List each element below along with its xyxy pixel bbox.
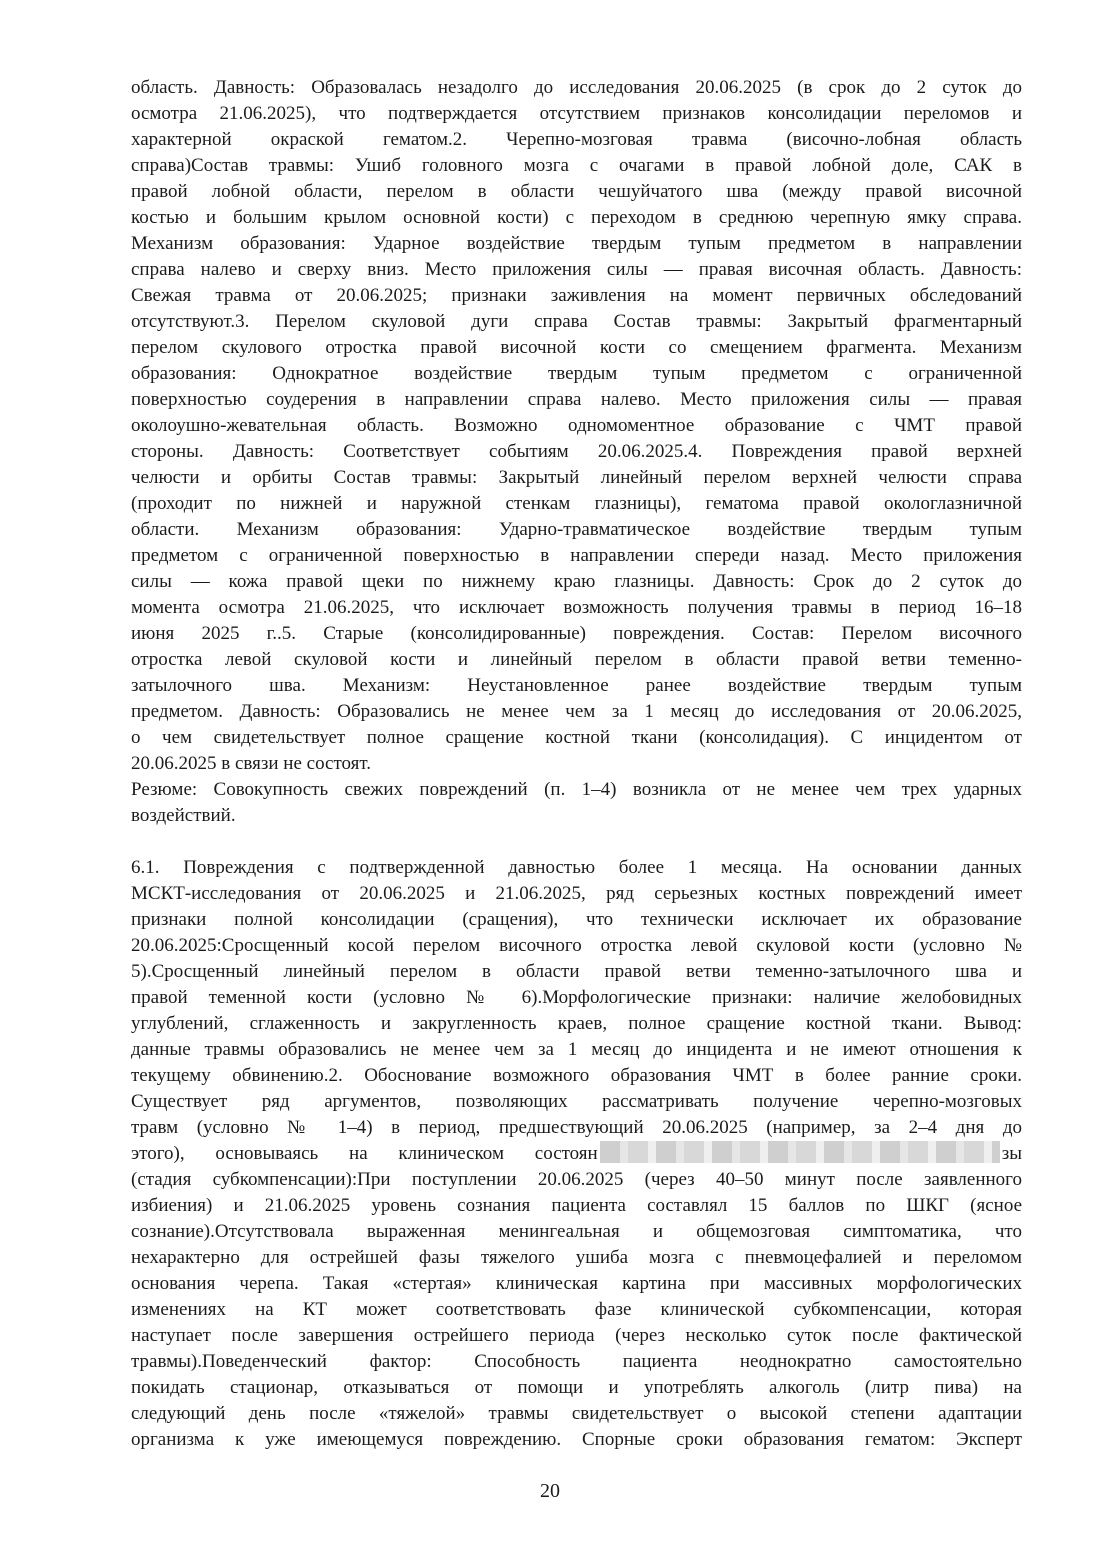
text-line: текущему обвинению.2. Обоснование возможного образования ЧМТ в более ранние сроки. <box>131 1065 1022 1086</box>
text-line: травм (условно № 1–4) в период, предшествующий 20.06.2025 (например, за 2–4 дня до <box>131 1117 1022 1138</box>
text-line: Существует ряд аргументов, позволяющих рассматривать получение черепно-мозговых <box>131 1091 1022 1112</box>
paragraph-2-part-2 <box>131 1167 1022 1453</box>
text-line: Резюме: Совокупность свежих повреждений (п. 1–4) возникла от не менее чем трех ударных <box>131 779 1022 800</box>
text-line: воздействий. <box>131 805 236 826</box>
paragraph-2 <box>131 855 1022 1453</box>
document-body <box>131 75 1022 1453</box>
text-line: околоушно-жевательная область. Возможно одномоментное образование с ЧМТ правой <box>131 415 1022 436</box>
text-line: основания черепа. Такая «стертая» клиническая картина при массивных морфологических <box>131 1273 1022 1294</box>
text-line: признаки полной консолидации (сращения), что технически исключает их образование <box>131 909 1022 930</box>
text-line: следующий день после «тяжелой» травмы свидетельствует о высокой степени адаптации <box>131 1403 1022 1424</box>
text-line: момента осмотра 21.06.2025, что исключает возможность получения травмы в период 16–18 <box>131 597 1022 618</box>
summary-paragraph <box>131 777 1022 829</box>
text-line: справа налево и сверху вниз. Место приложения силы — правая височная область. Давность: <box>131 259 1022 280</box>
redacted-line-end: зы <box>1001 1143 1022 1164</box>
text-line: данные травмы образовались не менее чем за 1 месяц до инцидента и не имеют отношения к <box>131 1039 1022 1060</box>
text-line: 20.06.2025:Сросщенный косой перелом височного отростка левой скуловой кости (условно № <box>131 935 1022 956</box>
paragraph-2-part-1 <box>131 855 1022 1141</box>
text-line: поверхностью соудерения в направлении справа налево. Место приложения силы — правая <box>131 389 1022 410</box>
text-line: Свежая травма от 20.06.2025; признаки заживления на момент первичных обследований <box>131 285 1022 306</box>
text-line: характерной окраской гематом.2. Черепно-мозговая травма (височно-лобная область <box>131 129 1022 150</box>
text-line: Механизм образования: Ударное воздействие твердым тупым предметом в направлении <box>131 233 1022 254</box>
text-line: покидать стационар, отказываться от помощи и употреблять алкоголь (литр пива) на <box>131 1377 1022 1398</box>
text-line: углублений, сглаженность и закругленность краев, полное сращение костной ткани. Вывод: <box>131 1013 1022 1034</box>
text-line: травмы).Поведенческий фактор: Способность пациента неоднократно самостоятельно <box>131 1351 1022 1372</box>
text-line-redacted <box>131 1141 1022 1167</box>
text-line: предметом. Давность: Образовались не менее чем за 1 месяц до исследования от 20.06.2025, <box>131 701 1022 722</box>
text-line: предметом с ограниченной поверхностью в направлении спереди назад. Место приложения <box>131 545 1022 566</box>
text-line: костью и большим крылом основной кости) с переходом в среднюю черепную ямку справа. <box>131 207 1022 228</box>
text-line: организма к уже имеющемуся повреждению. Спорные сроки образования гематом: Эксперт <box>131 1429 1022 1450</box>
text-line: июня 2025 г..5. Старые (консолидированные) повреждения. Состав: Перелом височного <box>131 623 1022 644</box>
text-line: силы — кожа правой щеки по нижнему краю глазницы. Давность: Срок до 2 суток до <box>131 571 1022 592</box>
text-line: перелом скулового отростка правой височной кости со смещением фрагмента. Механизм <box>131 337 1022 358</box>
paragraph-gap <box>131 829 1022 855</box>
text-line: справа)Состав травмы: Ушиб головного мозга с очагами в правой лобной доле, САК в <box>131 155 1022 176</box>
text-line: (проходит по нижней и наружной стенкам глазницы), гематома правой окологлазничной <box>131 493 1022 514</box>
text-line: 6.1. Повреждения с подтвержденной давностью более 1 месяца. На основании данных <box>131 857 1022 878</box>
text-line: (стадия субкомпенсации):При поступлении 20.06.2025 (через 40–50 минут после заявленного <box>131 1169 1022 1190</box>
text-line: стороны. Давность: Соответствует событиям 20.06.2025.4. Повреждения правой верхней <box>131 441 1022 462</box>
text-line: сознание).Отсутствовала выраженная менингеальная и общемозговая симптоматика, что <box>131 1221 1022 1242</box>
text-line: отсутствуют.3. Перелом скуловой дуги справа Состав травмы: Закрытый фрагментарный <box>131 311 1022 332</box>
redaction-blur <box>600 1141 1000 1163</box>
page-number: 20 <box>540 1480 560 1502</box>
text-line: область. Давность: Образовалась незадолго до исследования 20.06.2025 (в срок до 2 суток до <box>131 77 1022 98</box>
text-line: челюсти и орбиты Состав травмы: Закрытый линейный перелом верхней челюсти справа <box>131 467 1022 488</box>
text-line: 5).Сросщенный линейный перелом в области правой ветви теменно-затылочного шва и <box>131 961 1022 982</box>
text-line: области. Механизм образования: Ударно-травматическое воздействие твердым тупым <box>131 519 1022 540</box>
paragraph-1 <box>131 75 1022 777</box>
text-line: 20.06.2025 в связи не состоят. <box>131 753 372 774</box>
redacted-line-start: этого), основываясь на клиническом состоян <box>131 1143 598 1164</box>
text-line: избиения) и 21.06.2025 уровень сознания пациента составлял 15 баллов по ШКГ (ясное <box>131 1195 1022 1216</box>
text-line: изменениях на КТ может соответствовать фазе клинической субкомпенсации, которая <box>131 1299 1022 1320</box>
text-line: правой теменной кости (условно № 6).Морфологические признаки: наличие желобовидных <box>131 987 1022 1008</box>
text-line: образования: Однократное воздействие твердым тупым предметом с ограниченной <box>131 363 1022 384</box>
text-line: затылочного шва. Механизм: Неустановленное ранее воздействие твердым тупым <box>131 675 1022 696</box>
text-line: нехарактерно для острейшей фазы тяжелого ушиба мозга с пневмоцефалией и переломом <box>131 1247 1022 1268</box>
text-line: наступает после завершения острейшего периода (через несколько суток после фактической <box>131 1325 1022 1346</box>
text-line: МСКТ-исследования от 20.06.2025 и 21.06.2025, ряд серьезных костных повреждений имеет <box>131 883 1022 904</box>
text-line: отростка левой скуловой кости и линейный перелом в области правой ветви теменно- <box>131 649 1022 670</box>
text-line: правой лобной области, перелом в области чешуйчатого шва (между правой височной <box>131 181 1022 202</box>
text-line: осмотра 21.06.2025), что подтверждается отсутствием признаков консолидации переломов и <box>131 103 1022 124</box>
text-line: о чем свидетельствует полное сращение костной ткани (консолидация). С инцидентом от <box>131 727 1022 748</box>
